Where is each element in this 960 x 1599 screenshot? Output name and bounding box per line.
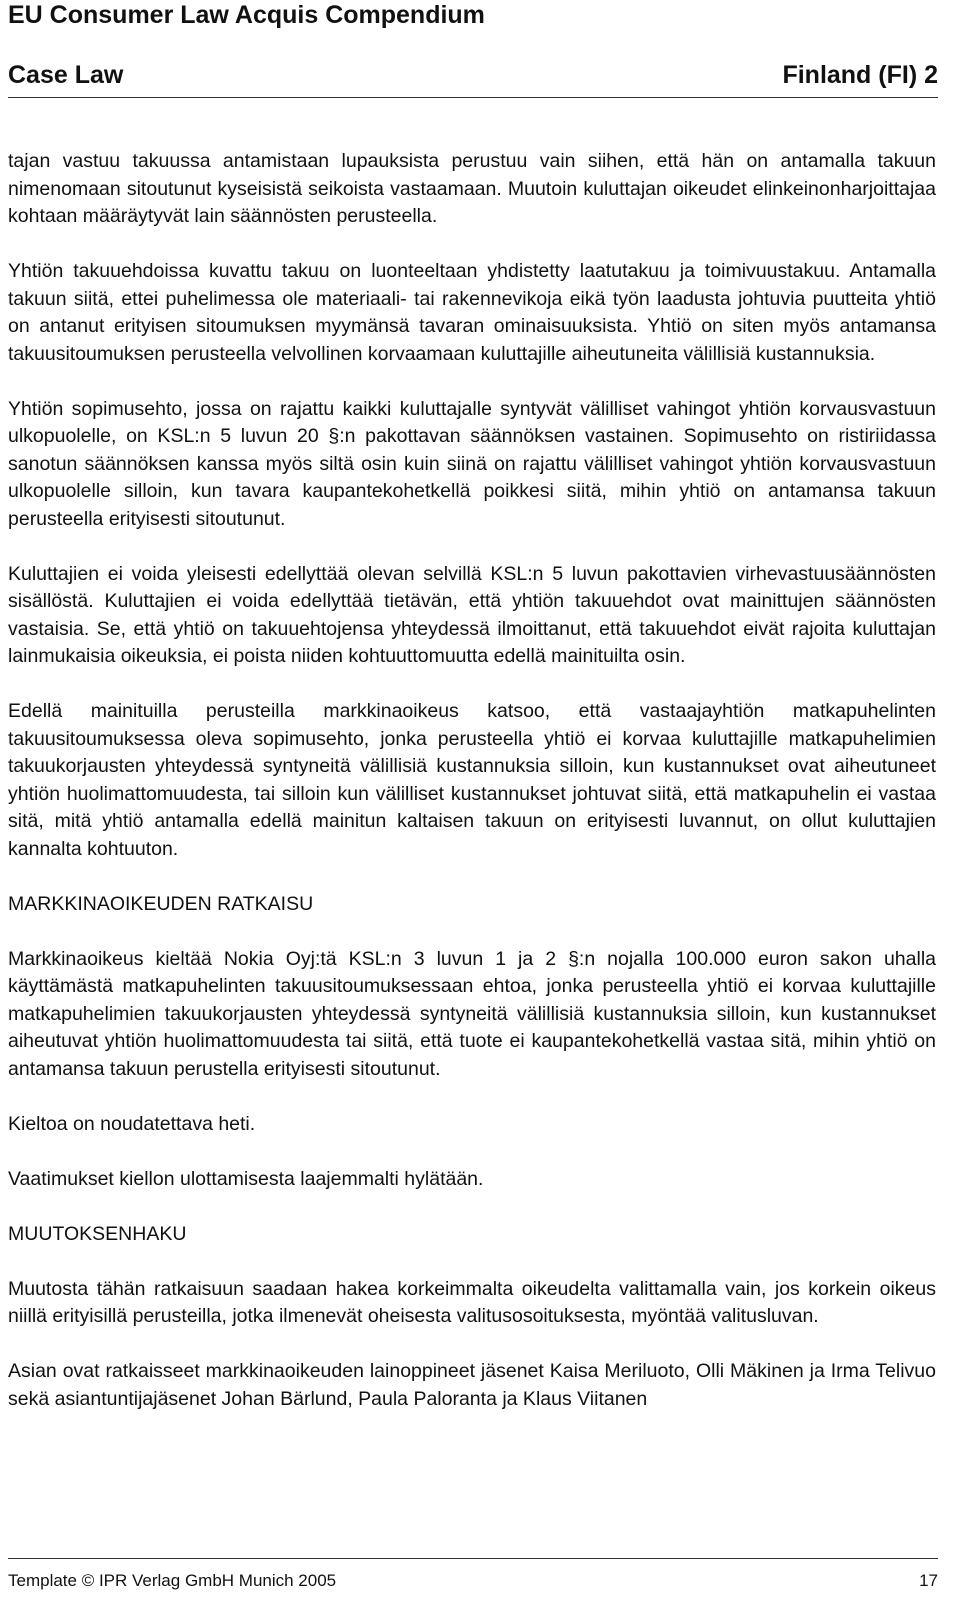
section-heading: MARKKINAOIKEUDEN RATKAISU (8, 892, 314, 915)
paragraph: Markkinaoikeus kieltää Nokia Oyj:tä KSL:n 3 luvun 1 ja 2 §:n nojalla 100.000 euron sakon uhalla käyttämästä matkapuhelinten takuusitoumuksessaan ehtoa, jonka perusteella yhtiö ei korvaa kuluttajille matkapuhelimien takuukorjausten yhteydessä syntyneitä välillisiä kustannuksia silloin, kun kustannukset aiheutuvat yhtiön huolimattomuudesta tai siitä, että tuote ei kaupantekohetkellä vastaa sitä, mihin yhtiö on antamansa takuun perustella erityisesti sitoutunut. (8, 947, 936, 1080)
paragraph: Muutosta tähän ratkaisuun saadaan hakea korkeimmalta oikeudelta valittamalla vain, jos korkein oikeus niillä erityisillä perusteilla, jotka ilmenevät oheisesta valitusosoituksesta, myöntää valitusluvan. (8, 1277, 936, 1327)
page-footer (8, 1558, 938, 1591)
paragraph: Asian ovat ratkaisseet markkinaoikeuden lainoppineet jäsenet Kaisa Meriluoto, Olli Mäkinen ja Irma Telivuo sekä asiantuntijajäsenet Johan Bärlund, Paula Paloranta ja Klaus Viitanen (8, 1360, 936, 1410)
section-title: Case Law (8, 61, 124, 89)
page-number: 17 (919, 1571, 938, 1590)
section-heading: MUUTOKSENHAKU (8, 1222, 187, 1245)
paragraph: Kieltoa on noudatettava heti. (8, 1112, 256, 1135)
footer-copyright: Template © IPR Verlag GmbH Munich 2005 (8, 1571, 337, 1590)
header-row (8, 60, 938, 90)
paragraph: Yhtiön takuuehdoissa kuvattu takuu on luonteeltaan yhdistetty laatutakuu ja toimivuustakuu. Antamalla takuun siitä, ettei puhelimessa ole materiaali- tai rakennevikoja eikä työn laadusta johtuvia puutteita yhtiö on antanut erityisen sitoumuksen myymänsä tavaran ominaisuuksista. Yhtiö on siten myös antamansa takuusitoumuksen perusteella velvollinen korvaamaan kuluttajille aiheutuneita välillisiä kustannuksia. (8, 260, 936, 365)
paragraph: tajan vastuu takuussa antamistaan lupauksista perustuu vain siihen, että hän on antamalla takuun nimenomaan sitoutunut kyseisistä seikoista vastaamaan. Muutoin kuluttajan oikeudet elinkeinonharjoittajaa kohtaan määräytyvät lain säännösten perusteella. (8, 150, 936, 227)
paragraph: Kuluttajien ei voida yleisesti edellyttää olevan selvillä KSL:n 5 luvun pakottavien virhevastuusäännösten sisällöstä. Kuluttajien ei voida edellyttää tietävän, että yhtiön takuuehdot ovat mainittujen säännösten vastaisia. Se, että yhtiö on takuuehtojensa yhteydessä ilmoittanut, että takuuehdot eivät rajoita kuluttajan lainmukaisia oikeuksia, ei poista niiden kohtuuttomuutta edellä mainituilta osin. (8, 562, 936, 667)
country-label: Finland (FI) 2 (782, 61, 938, 89)
paragraph: Vaatimukset kiellon ulottamisesta laajemmalti hylätään. (8, 1167, 484, 1190)
header-divider (8, 97, 938, 98)
document-title: EU Consumer Law Acquis Compendium (8, 1, 485, 29)
paragraph: Yhtiön sopimusehto, jossa on rajattu kaikki kuluttajalle syntyvät välilliset vahingot yhtiön korvausvastuun ulkopuolelle, on KSL:n 5 luvun 20 §:n pakottavan säännöksen vastainen. Sopimusehto on ristiriidassa sanotun säännöksen kanssa myös siltä osin kuin siinä on rajattu välilliset vahingot yhtiön korvausvastuun ulkopuolelle silloin, kun tavara kaupantekohetkellä poikkesi siitä, mihin yhtiö on antamansa takuun perusteella erityisesti sitoutunut. (8, 397, 936, 530)
paragraph: Edellä mainituilla perusteilla markkinaoikeus katsoo, että vastaajayhtiön matkapuhelinten takuusitoumuksessa oleva sopimusehto, jonka perusteella yhtiö ei korvaa kuluttajille matkapuhelimien takuukorjausten yhteydessä syntyneitä välillisiä kustannuksia silloin, kun kustannukset ovat aiheutuneet yhtiön huolimattomuudesta, tai silloin kun välilliset kustannukset johtuvat siitä, että matkapuhelin ei vastaa sitä, mitä yhtiö antamalla edellä mainitun kaltaisen takuun on erityisesti luvannut, on ollut kuluttajien kannalta kohtuuton. (8, 700, 936, 860)
document-body (8, 148, 936, 1441)
